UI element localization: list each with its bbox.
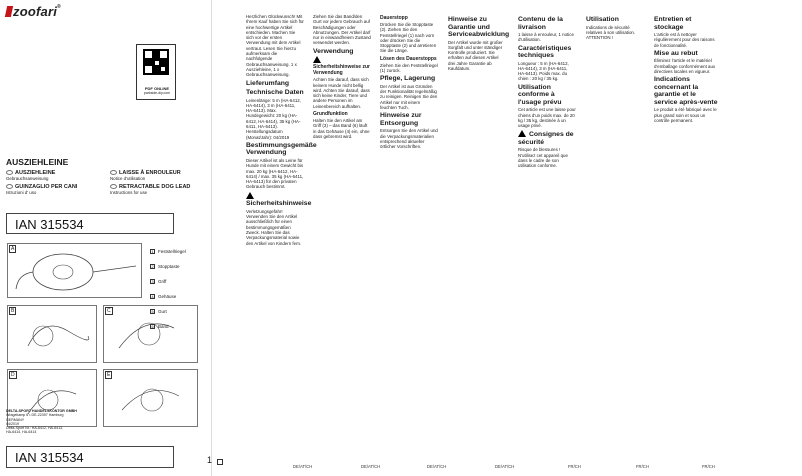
lang-column-left: AUSZIEHLEINE Gebrauchsanweisung GUINZAGLIO PER CANI Istruzioni d' uso	[6, 170, 101, 195]
footer-region: FR/CH	[568, 464, 581, 469]
footer-region: DE/AT/CH	[361, 464, 381, 469]
leash-drawing-icon	[8, 244, 141, 297]
text-column-1: Herzlichen Glückwunsch! Mit Ihrem Kauf haben Sie sich für eine hochwertige Artikel entschieden. Machen Sie sich vor der ersten Verwendung mit dem Artikel vertraut. Lesen Sie hierzu aufmerksam die nachfolgende Gebrauchsanweisung. 1 x Ausziehleine, 1 x Gebrauchsanweisung. Lieferumfang Technische Daten Leinenlänge: 5 m (HA-6412, HA-6414), 3 m (HA-6411, HA-6413). Max. Hundegewicht: 20 kg (HA-6412, HA-6414), 35 kg (HA-6411, HA-6413). Herstellungsdatum (Monat/Jahr): 04/2019 Bestimmungsgemäße Verwendung Dieser Artikel ist als Leine für Hunde mit einem Gewicht bis max. 20 kg (HA-6412, HA-6414) / max. 35 kg (HA-6411, HA-6413) für den privaten Gebrauch bestimmt. Sicherheitshinweise Verletzungsgefahr! Verwenden Sie den Artikel ausschließlich für einen bestimmungsgemäßen Zweck. Halten Sie das Verpackungsmaterial sowie den Artikel von Kindern fern.	[246, 14, 317, 246]
figure-c: C	[103, 305, 198, 363]
figure-b: B	[7, 305, 97, 363]
footer-region: FR/CH	[702, 464, 715, 469]
lang-entry-fr: LAISSE À ENROULEUR	[110, 170, 205, 176]
part-item: 3 Griff	[151, 279, 167, 284]
footer-region: DE/AT/CH	[427, 464, 447, 469]
hand-leash-icon	[104, 370, 197, 426]
warning-icon	[313, 56, 321, 63]
cover-page	[0, 0, 212, 476]
footer-region: FR/CH	[636, 464, 649, 469]
ian-box-top: IAN 315534	[6, 213, 174, 234]
parts-list	[150, 244, 202, 334]
footer-region: DE/AT/CH	[495, 464, 515, 469]
flag-it-icon	[6, 184, 13, 189]
page-box-icon	[217, 459, 223, 465]
figure-a: A	[7, 243, 142, 298]
warning-icon	[246, 192, 254, 199]
warning-icon	[518, 130, 526, 137]
part-item: 1 Feststellriegel	[151, 249, 186, 254]
figure-d: D	[7, 369, 97, 427]
page-number: 1	[207, 455, 213, 465]
hand-leash-icon	[8, 306, 96, 362]
part-item: 4 Gehäuse	[151, 294, 177, 299]
product-title: AUSZIEHLEINE	[6, 157, 69, 167]
qr-code-icon	[143, 49, 169, 75]
logo-mark-icon	[5, 6, 13, 17]
text-column-5: Contenu de la livraison 1 laisse à enrouleur, 1 notice d'utilisation. Caractéristiques techniques Longueur : 5 m (HA-6412, HA-6414), 3 m (HA-6411, HA-6413). Poids max. du chien : 20 kg / 35 kg. Utilisation conforme à l'usage prévu Cet article est une laisse pour chiens d'un poids max. de 20 kg / 35 kg, destinée à un usage privé. Consignes de sécurité Risque de blessures ! N'utilisez cet appareil que dans le cadre de son utilisation conforme.	[518, 16, 576, 169]
footer-region: DE/AT/CH	[293, 464, 313, 469]
text-column-7: Entretien et stockage L'article est à nettoyer régulièrement pour des raisons de fonctionnalité. Mise au rebut Éliminez l'article et le matériel d'emballage conformément aux directives locales en vigueur. Indications concernant la garantie et le service après-vente Le produit a été fabriqué avec le plus grand soin et sous un contrôle permanent.	[654, 16, 718, 123]
lang-entry-de: AUSZIEHLEINE	[6, 170, 101, 176]
text-column-2: Ziehen Sie das Band/den Gurt vor jedem Gebrauch auf Beschädigungen oder Abnutzungen. Der Artikel darf nur in einwandfreiem Zustand verwendet werden. Verwendung Sicherheitshinweise zur Verwendung Achten Sie darauf, dass sich keinem Hunde nicht bellig wird. Achten Sie darauf, dass sich keine Kinder, Tiere und andere Personen im Leinenbereich aufhalten. Grundfunktion Halten Sie den Artikel am Griff (3) – das Band (6) läuft in das Gehäuse (4) ein, ohne dass gebremst wird.	[313, 14, 371, 139]
lang-column-right: LAISSE À ENROULEUR Notice d'utilisation RETRACTABLE DOG LEAD Instructions for use	[110, 170, 205, 195]
lang-entry-it: GUINZAGLIO PER CANI	[6, 184, 101, 190]
text-column-3: Dauerstopp Drücken Sie die Stopptaste (2). Ziehen Sie den Feststellriegel (1) nach vorn oder drücken Sie die Stopptaste (2) und arretieren Sie die Länge. Lösen des Dauerstopps Ziehen Sie den Feststellriegel (1) zurück. Pflege, Lagerung Der Artikel ist aus Gründen der Funktionalität regelmäßig zu reinigen. Reinigen Sie den Artikel nur mit einem feuchten Tuch. Hinweise zur Entsorgung Entsorgen Sie den Artikel und die Verpackungsmaterialien entsprechend aktueller örtlicher Vorschriften.	[380, 15, 438, 150]
part-item: 6 Band	[151, 324, 169, 329]
brand-logo: zoofari®	[6, 4, 61, 19]
ian-box-bottom: IAN 315534	[6, 446, 174, 468]
qr-code-box[interactable]	[136, 44, 176, 100]
flag-de-icon	[6, 170, 13, 175]
part-item: 5 Gurt	[151, 309, 167, 314]
flag-gb-icon	[110, 184, 117, 189]
flag-fr-icon	[110, 170, 117, 175]
manufacturer-address: DELTA-SPORT HANDELSKONTOR GMBH Wragekamp 6 • DE-22397 Hamburg GERMANY 04/2019 Delta-Sport Nr.: HA-6412, HA-6413, HA-6414, HA-6414	[6, 409, 77, 435]
text-column-4: Hinweise zu Garantie und Serviceabwicklung Der Artikel wurde mit großer Sorgfalt und unter ständiger Kontrolle produziert. Sie erhalten auf diesen Artikel drei Jahre Garantie ab Kaufdatum.	[448, 16, 510, 71]
qr-caption: PDF ONLINE parkside-diy.com	[143, 86, 171, 95]
figure-e: E	[103, 369, 198, 427]
lang-entry-gb: RETRACTABLE DOG LEAD	[110, 184, 205, 190]
part-item: 2 Stopptaste	[151, 264, 180, 269]
text-column-6: Utilisation Indications de sécurité relatives à son utilisation. ATTENTION !	[586, 16, 636, 41]
